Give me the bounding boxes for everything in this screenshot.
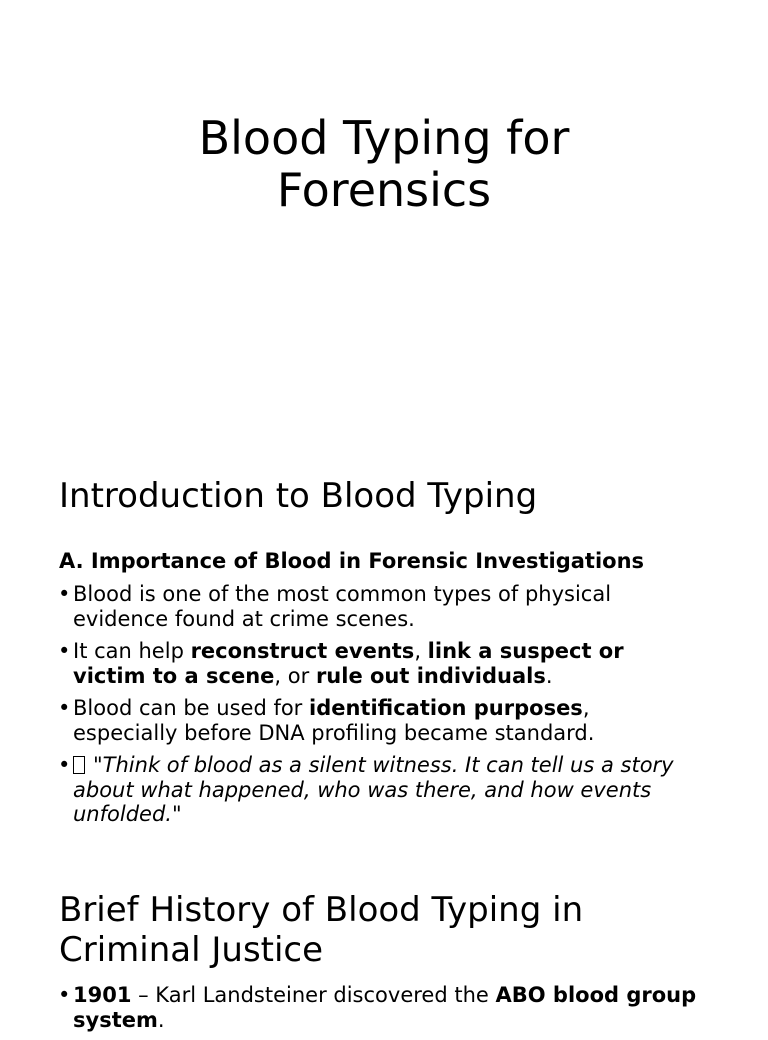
bullet-bold-text: link a suspect or victim to a scene [73,639,624,688]
bullet-text: , especially before DNA profiling became standard. [73,696,595,745]
bullet-bold-text: 1901 [73,983,132,1007]
bullet-text: " [93,753,103,777]
bullet-text: Blood is one of the most common types of physical evidence found at crime scenes. [73,582,612,631]
history-heading-line-2: Criminal Justice [59,930,324,970]
bullet-text: Blood can be used for [73,696,309,720]
bullet-bold-text: identification purposes [309,696,583,720]
bullet-mark: • [58,696,71,720]
intro-heading: Introduction to Blood Typing [59,476,538,516]
missing-glyph-icon [73,756,85,774]
list-item [59,582,699,631]
bullet-mark: • [58,582,71,606]
list-item [59,983,699,1032]
slide-title-line-1: Blood Typing for [198,111,570,165]
bullet-bold-text: rule out individuals [315,663,546,688]
bullet-mark: • [58,639,71,663]
bullet-text: . [157,1007,165,1032]
importance-subheading: A. Importance of Blood in Forensic Investigations [59,549,645,573]
bullet-text: , [414,639,428,663]
history-heading-line-1: Brief History of Blood Typing in [59,890,584,930]
bullet-text: It can help [73,639,191,663]
list-item [59,696,699,745]
intro-bullet-list [59,582,699,835]
bullet-text: – Karl Landsteiner discovered the [131,983,496,1007]
bullet-mark: • [58,983,71,1007]
bullet-text: . [545,663,553,688]
bullet-bold-text: ABO blood group system [73,983,697,1032]
bullet-text: " [171,802,182,826]
history-heading [59,890,583,970]
bullet-mark: • [58,753,71,777]
quote-text: Think of blood as a silent witness. It can tell us a story about what happened, who was there, and how events unfolded. [73,753,674,826]
list-item [59,753,699,827]
bullet-text: , or [274,663,316,688]
bullet-bold-text: reconstruct events [190,639,415,663]
history-bullet-list [59,983,699,1040]
slide-title-line-2: Forensics [276,163,492,217]
slide-title [0,112,768,216]
list-item [59,639,699,688]
